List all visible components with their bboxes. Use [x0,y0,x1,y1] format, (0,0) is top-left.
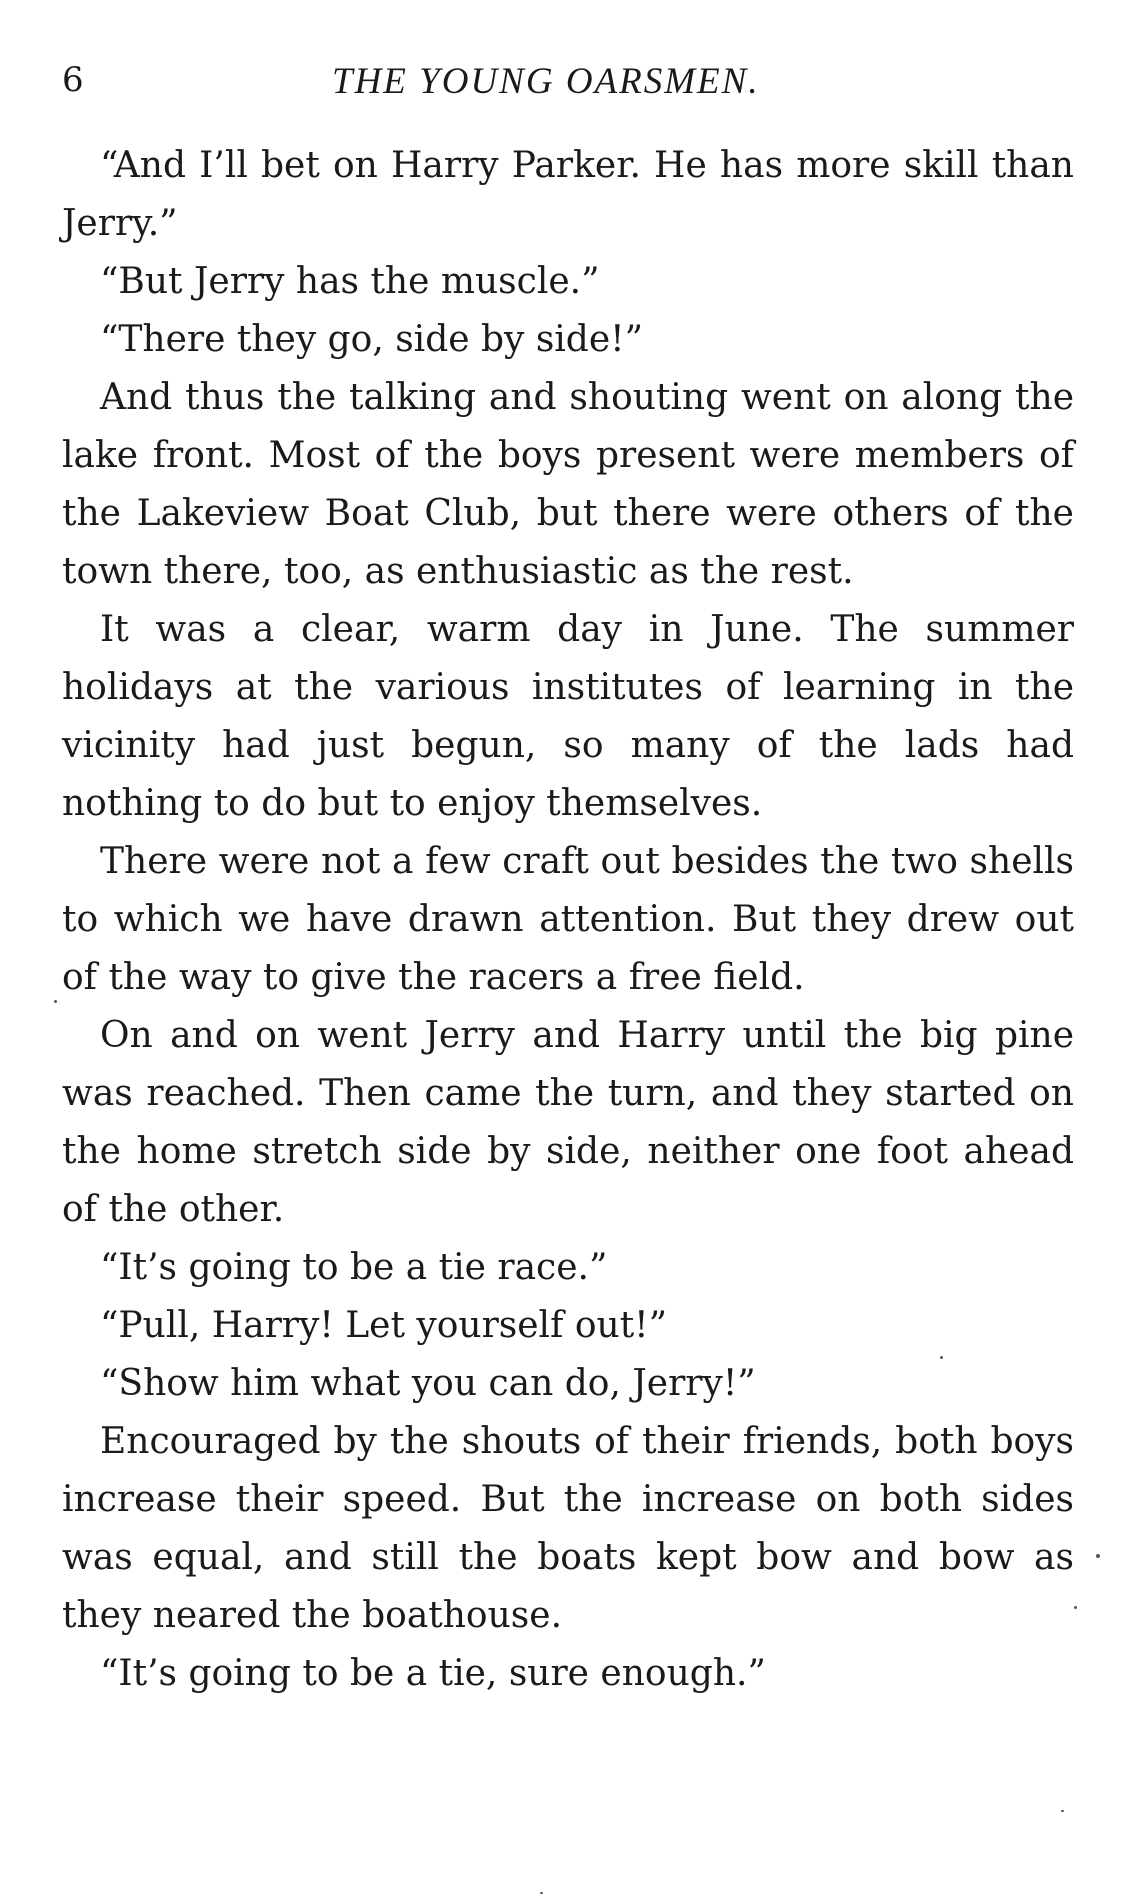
paragraph: “And I’ll bet on Harry Parker. He has more skill than Jerry.” [62,145,1074,244]
paragraph: Encouraged by the shouts of their friends, both boys increase their speed. But the increase on both sides was equal, and still the boats kept bow and bow as they neared the boathouse. [62,1421,1074,1636]
page-header [0,60,1141,110]
body-text [62,137,1074,1703]
paragraph: And thus the talking and shouting went on along the lake front. Most of the boys present were members of the Lakeview Boat Club, but there were others of the town there, too, as enthusiastic as the rest. [62,377,1074,592]
paragraph: It was a clear, warm day in June. The summer holidays at the various institutes of learning in the vicinity had just begun, so many of the lads had nothing to do but to enjoy themselves. [62,609,1074,824]
paragraph: “There they go, side by side!” [100,319,644,360]
paragraph: “Pull, Harry! Let yourself out!” [100,1305,668,1346]
paragraph: “Show him what you can do, Jerry!” [100,1363,756,1404]
print-speck [54,1000,57,1003]
paragraph: On and on went Jerry and Harry until the big pine was reached. Then came the turn, and they started on the home stretch side by side, neither one foot ahead of the other. [62,1015,1074,1230]
print-speck [1096,1554,1100,1558]
paragraph: “It’s going to be a tie, sure enough.” [100,1653,766,1694]
paragraph: “But Jerry has the muscle.” [100,261,600,302]
print-speck [1074,1606,1077,1609]
running-title: THE YOUNG OARSMEN. [332,61,760,102]
print-speck [540,1892,543,1894]
page-number: 6 [62,60,84,100]
print-speck [1061,1810,1064,1812]
paragraph: “It’s going to be a tie race.” [100,1247,608,1288]
print-speck [940,1356,943,1359]
paragraph: There were not a few craft out besides the two shells to which we have drawn attention. But they drew out of the way to give the racers a free field. [62,841,1074,998]
